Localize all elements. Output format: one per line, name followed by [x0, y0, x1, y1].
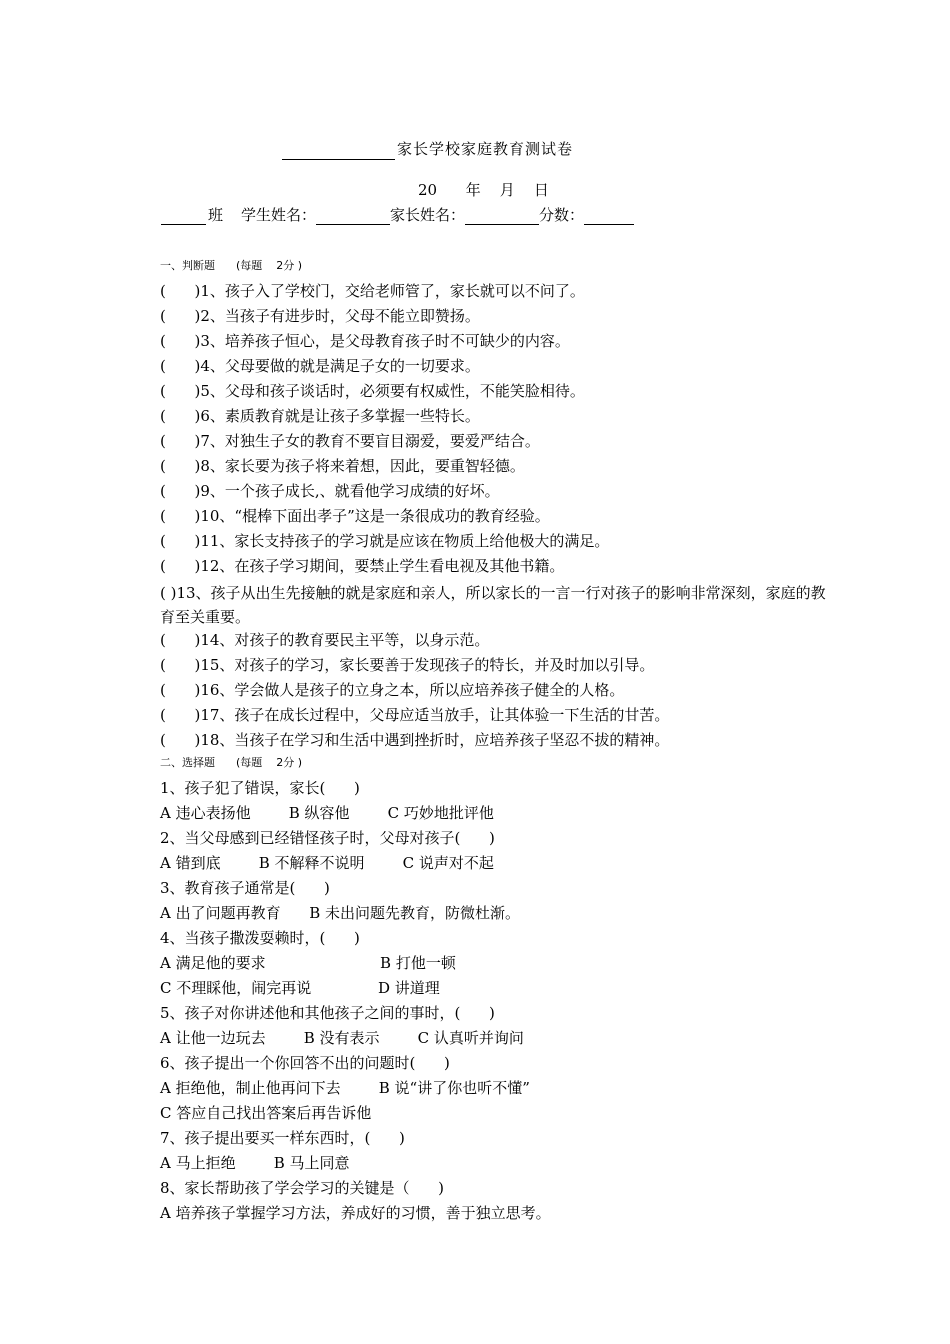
score-blank[interactable] — [584, 206, 634, 225]
tf-question: ( )9、一个孩子成长,、就看他学习成绩的好坏。 — [160, 482, 500, 500]
tf-question: ( )6、素质教育就是让孩子多掌握一些特长。 — [160, 407, 480, 425]
page-title: 家长学校家庭教育测试卷 — [397, 140, 574, 158]
mc-options: A 拒绝他，制止他再问下去 B 说“讲了你也听不懂” — [160, 1079, 530, 1097]
student-name-blank[interactable] — [316, 206, 390, 225]
tf-question-13 — [128, 581, 838, 629]
tf-question: ( )14、对孩子的教育要民主平等，以身示范。 — [160, 631, 490, 649]
tf-question: ( )8、家长要为孩子将来着想，因此，要重智轻德。 — [160, 457, 525, 475]
mc-question: 1、孩子犯了错误，家长( ) — [160, 779, 360, 797]
title-row — [282, 136, 573, 160]
tf-question-13-text: ( )13、孩子从出生先接触的就是家庭和亲人，所以家长的一言一行对孩子的影响非常深刻，家庭的教育至关重要。 — [160, 584, 826, 626]
mc-options: C 不理睬他，闹完再说 D 讲道理 — [160, 979, 440, 997]
student-name-label: 学生姓名： — [241, 206, 317, 224]
mc-options: A 出了问题再教育 B 未出问题先教育，防微杜渐。 — [160, 904, 521, 922]
mc-options: A 违心表扬他 B 纵容他 C 巧妙地批评他 — [160, 804, 494, 822]
tf-question: ( )18、当孩子在学习和生活中遇到挫折时，应培养孩子坚忍不拔的精神。 — [160, 731, 670, 749]
mc-question: 7、孩子提出要买一样东西时，( ) — [160, 1129, 405, 1147]
mc-options: A 培养孩子掌握学习方法，养成好的习惯，善于独立思考。 — [160, 1204, 551, 1222]
tf-question: ( )7、对独生子女的教育不要盲目溺爱，要爱严结合。 — [160, 432, 540, 450]
date-line: 20 年 月 日 — [418, 181, 549, 199]
parent-name-blank[interactable] — [465, 206, 539, 225]
section1-heading: 一、判断题 (每题 2分 ) — [160, 259, 303, 272]
score-label: 分数： — [539, 206, 585, 224]
mc-options: A 马上拒绝 B 马上同意 — [160, 1154, 350, 1172]
tf-question: ( )11、家长支持孩子的学习就是应该在物质上给他极大的满足。 — [160, 532, 610, 550]
class-blank[interactable] — [161, 206, 206, 225]
tf-question: ( )4、父母要做的就是满足子女的一切要求。 — [160, 357, 480, 375]
mc-question: 8、家长帮助孩了学会学习的关键是（ ) — [160, 1179, 445, 1197]
mc-question: 2、当父母感到已经错怪孩子时，父母对孩子( ) — [160, 829, 495, 847]
parent-name-label: 家长姓名： — [390, 206, 466, 224]
mc-question: 5、孩子对你讲述他和其他孩子之间的事时，( ) — [160, 1004, 495, 1022]
tf-question: ( )10、“棍棒下面出孝子”这是一条很成功的教育经验。 — [160, 507, 550, 525]
tf-question: ( )15、对孩子的学习，家长要善于发现孩子的特长，并及时加以引导。 — [160, 656, 655, 674]
mc-question: 4、当孩子撒泼耍赖时，( ) — [160, 929, 360, 947]
section2-heading: 二、选择题 (每题 2分 ) — [160, 756, 303, 769]
tf-question: ( )5、父母和孩子谈话时，必须要有权威性，不能笑脸相待。 — [160, 382, 585, 400]
tf-question: ( )12、在孩子学习期间，要禁止学生看电视及其他书籍。 — [160, 557, 565, 575]
mc-options: A 错到底 B 不解释不说明 C 说声对不起 — [160, 854, 494, 872]
mc-question: 6、孩子提出一个你回答不出的问题时( ) — [160, 1054, 450, 1072]
info-row — [161, 205, 634, 225]
mc-options: C 答应自己找出答案后再告诉他 — [160, 1104, 372, 1122]
mc-question: 3、教育孩子通常是( ) — [160, 879, 330, 897]
tf-question: ( )17、孩子在成长过程中，父母应适当放手，让其体验一下生活的甘苦。 — [160, 706, 670, 724]
tf-question: ( )1、孩子入了学校门，交给老师管了，家长就可以不问了。 — [160, 282, 585, 300]
tf-question: ( )3、培养孩子恒心，是父母教育孩子时不可缺少的内容。 — [160, 332, 570, 350]
class-label: 班 — [208, 206, 224, 224]
tf-question: ( )2、当孩子有进步时，父母不能立即赞扬。 — [160, 307, 480, 325]
mc-options: A 满足他的要求 B 打他一顿 — [160, 954, 456, 972]
tf-question: ( )16、学会做人是孩子的立身之本，所以应培养孩子健全的人格。 — [160, 681, 625, 699]
title-blank-line — [282, 137, 395, 160]
mc-options: A 让他一边玩去 B 没有表示 C 认真听并询问 — [160, 1029, 524, 1047]
